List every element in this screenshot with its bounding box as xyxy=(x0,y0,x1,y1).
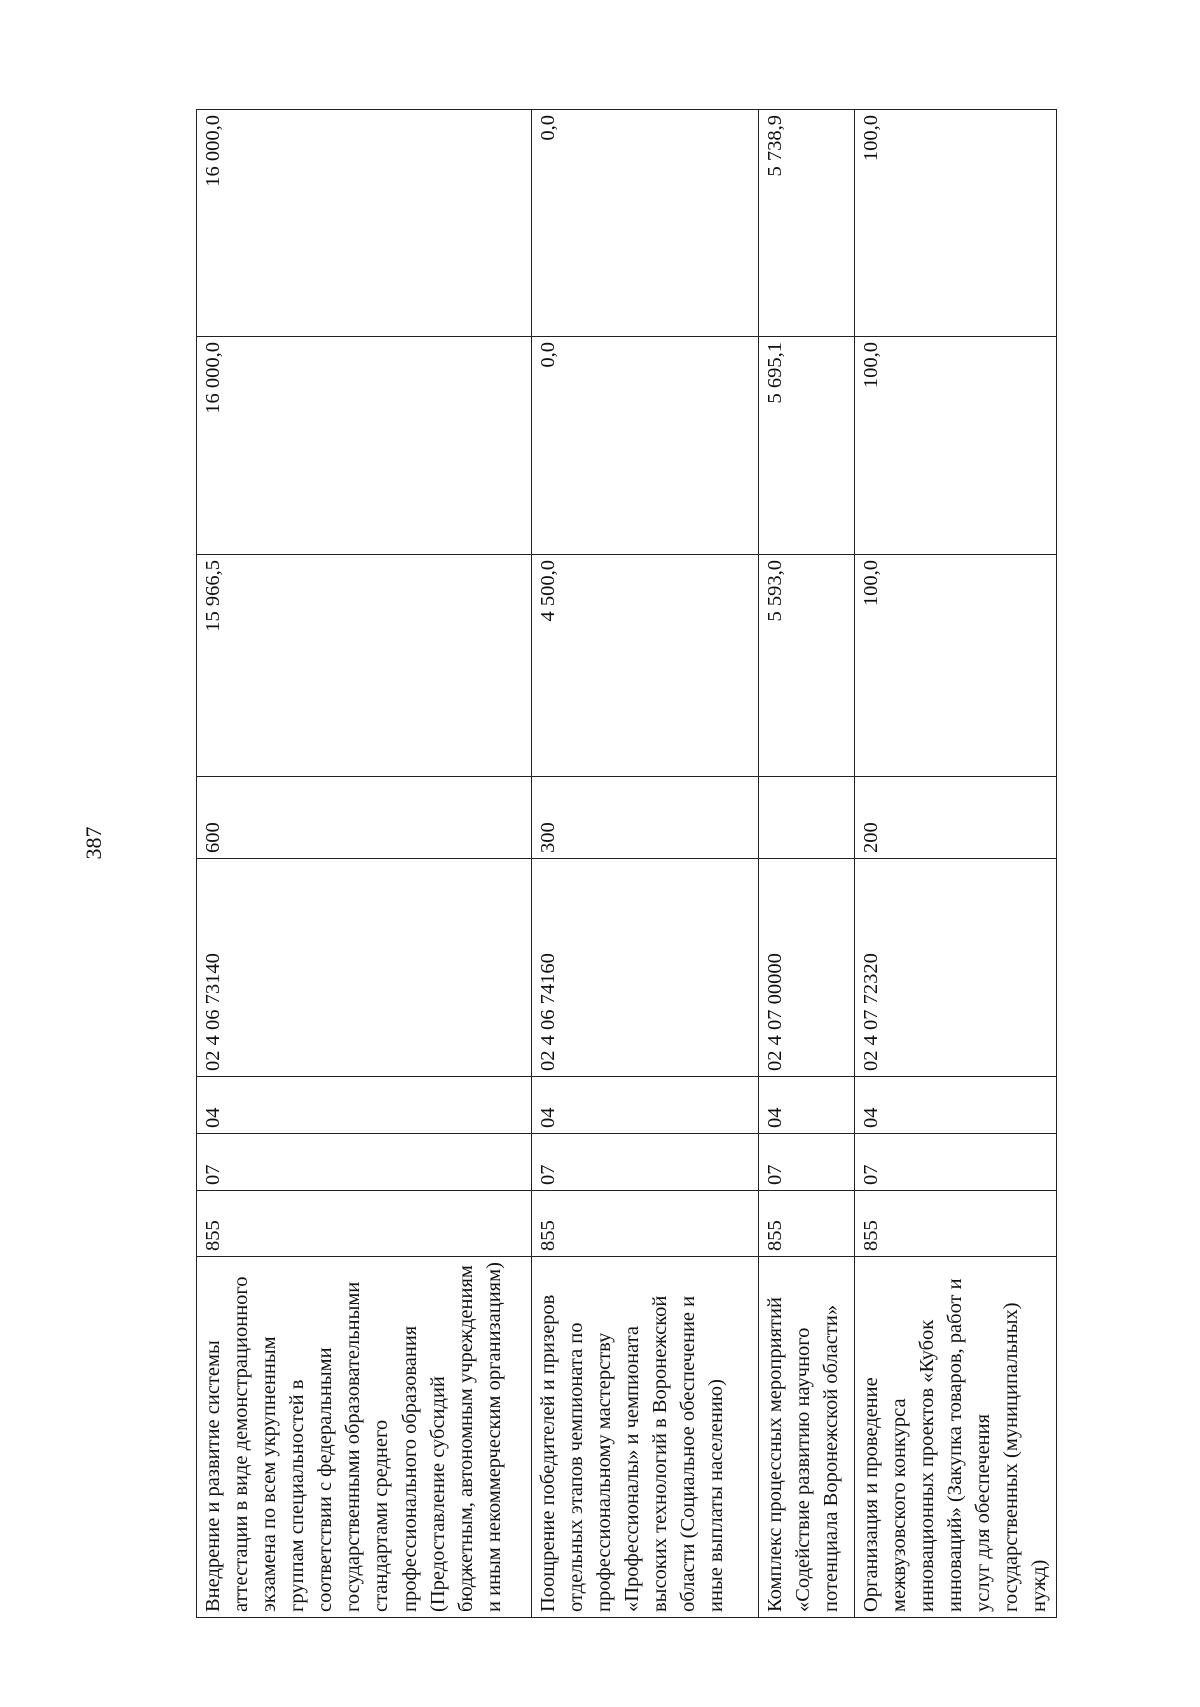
cell-grbs: 855 xyxy=(759,1191,855,1257)
cell-amount-year3: 16 000,0 xyxy=(197,110,532,337)
cell-subsection: 04 xyxy=(855,1077,1057,1134)
cell-expense-type: 200 xyxy=(855,777,1057,859)
cell-expense-type: 600 xyxy=(197,777,532,859)
cell-description: Организация и проведение межвузовского конкурса инновационных проектов «Кубок инноваций» (Закупка товаров, работ и услуг для обеспечения государственных (муниципальных) нужд) xyxy=(855,1257,1057,1618)
table-row xyxy=(855,110,1057,1618)
cell-section: 07 xyxy=(197,1134,532,1191)
cell-amount-year2: 5 695,1 xyxy=(759,337,855,555)
rotated-table-container xyxy=(196,110,1051,1618)
cell-amount-year3: 100,0 xyxy=(855,110,1057,337)
cell-section: 07 xyxy=(532,1134,759,1191)
cell-amount-year2: 0,0 xyxy=(532,337,759,555)
budget-table xyxy=(196,109,1057,1618)
page-number: 387 xyxy=(81,826,106,860)
cell-grbs: 855 xyxy=(532,1191,759,1257)
cell-description: Поощрение победителей и призеров отдельных этапов чемпионата по профессиональному мастерству «Профессионалы» и чемпионата высоких технологий в Воронежской области (Социальное обеспечение и иные выплаты населению) xyxy=(532,1257,759,1618)
cell-amount-year3: 5 738,9 xyxy=(759,110,855,337)
cell-expense-type: 300 xyxy=(532,777,759,859)
cell-grbs: 855 xyxy=(855,1191,1057,1257)
cell-description: Внедрение и развитие системы аттестации в виде демонстрационного экзамена по всем укрупненным группам специальностей в соответствии с федеральными государственными образовательными стандартами среднего профессионального образования (Предоставление субсидий бюджетным, автономным учреждениям и иным некоммерческим организациям) xyxy=(197,1257,532,1618)
cell-target-article: 02 4 07 72320 xyxy=(855,859,1057,1077)
cell-amount-year1: 15 966,5 xyxy=(197,555,532,777)
cell-target-article: 02 4 06 73140 xyxy=(197,859,532,1077)
cell-section: 07 xyxy=(759,1134,855,1191)
table-row xyxy=(759,110,855,1618)
cell-amount-year1: 5 593,0 xyxy=(759,555,855,777)
cell-section: 07 xyxy=(855,1134,1057,1191)
cell-subsection: 04 xyxy=(759,1077,855,1134)
cell-amount-year1: 100,0 xyxy=(855,555,1057,777)
cell-description: Комплекс процессных мероприятий «Содействие развитию научного потенциала Воронежской области» xyxy=(759,1257,855,1618)
table-row xyxy=(197,110,532,1618)
cell-target-article: 02 4 06 74160 xyxy=(532,859,759,1077)
cell-amount-year2: 16 000,0 xyxy=(197,337,532,555)
cell-grbs: 855 xyxy=(197,1191,532,1257)
cell-expense-type xyxy=(759,777,855,859)
cell-amount-year1: 4 500,0 xyxy=(532,555,759,777)
cell-subsection: 04 xyxy=(197,1077,532,1134)
cell-subsection: 04 xyxy=(532,1077,759,1134)
table-row xyxy=(532,110,759,1618)
cell-amount-year2: 100,0 xyxy=(855,337,1057,555)
cell-target-article: 02 4 07 00000 xyxy=(759,859,855,1077)
cell-amount-year3: 0,0 xyxy=(532,110,759,337)
